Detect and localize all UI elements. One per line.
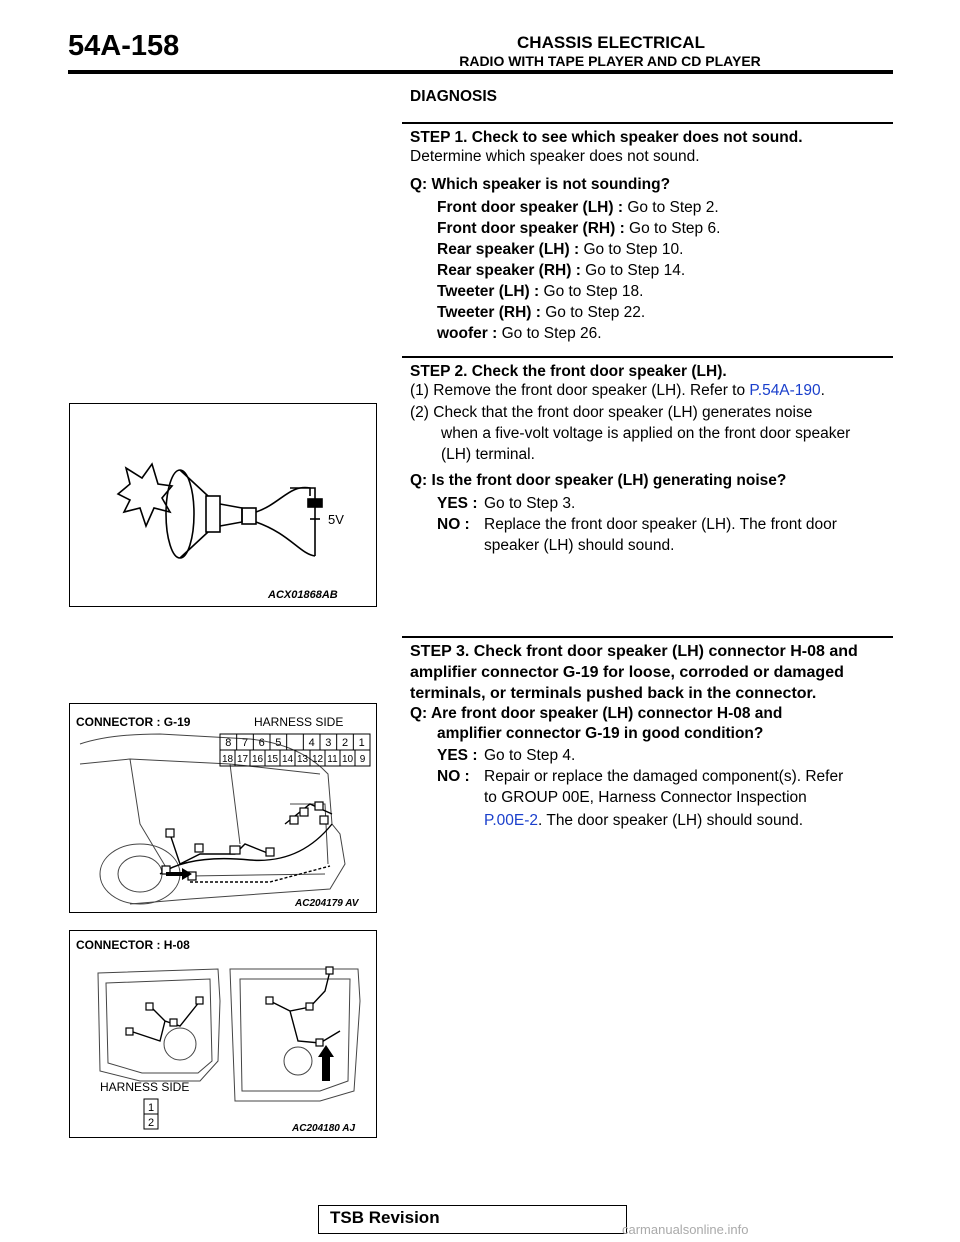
step2-no-label: NO : <box>437 516 470 533</box>
pin-label: 2 <box>147 1117 155 1129</box>
pin-label: 18 <box>221 754 234 765</box>
pin-label: 10 <box>341 754 354 765</box>
pin-label: 13 <box>296 754 309 765</box>
pin-label: 11 <box>327 754 338 765</box>
step2-yes-text: Go to Step 3. <box>484 495 576 512</box>
footer-label: TSB Revision <box>330 1208 440 1227</box>
step3-question: Q: Are front door speaker (LH) connector H-08 and <box>410 705 783 722</box>
step3-title: STEP 3. Check front door speaker (LH) connector H-08 and <box>410 643 858 660</box>
step3-yes-label: YES : <box>437 747 478 764</box>
step2-instruction-1: (1) Remove the front door speaker (LH). Refer to P.54A-190. <box>410 382 825 399</box>
step2-instruction-2: (2) Check that the front door speaker (LH) generates noise <box>410 404 813 421</box>
figure-code: AC204180 AJ <box>292 1123 356 1134</box>
connector-label: CONNECTOR : G-19 <box>76 715 191 729</box>
figure-code: AC204179 AV <box>295 898 359 909</box>
pin-label: 4 <box>308 737 315 749</box>
diagnosis-heading: DIAGNOSIS <box>410 88 497 105</box>
step1-answer: woofer : Go to Step 26. <box>437 325 602 342</box>
section-title: RADIO WITH TAPE PLAYER AND CD PLAYER <box>459 53 761 69</box>
step2-no-text: speaker (LH) should sound. <box>484 537 675 554</box>
step2-instruction-2c: (LH) terminal. <box>441 446 535 463</box>
step1-rule <box>402 122 893 124</box>
step3-title: terminals, or terminals pushed back in the connector. <box>410 685 817 702</box>
step3-no-text: Repair or replace the damaged component(s). Refer <box>484 768 844 785</box>
pin-label: 7 <box>241 737 249 749</box>
watermark: carmanualsonline.info <box>622 1222 749 1237</box>
pin-label: 15 <box>266 754 279 765</box>
voltage-label: 5V <box>328 512 344 527</box>
step2-no-text: Replace the front door speaker (LH). The front door <box>484 516 837 533</box>
pin-label: 2 <box>341 737 349 749</box>
pin-label: 3 <box>325 737 332 749</box>
step3-title: amplifier connector G-19 for loose, corroded or damaged <box>410 664 844 681</box>
step2-title: STEP 2. Check the front door speaker (LH). <box>410 363 727 380</box>
step1-answer: Front door speaker (LH) : Go to Step 2. <box>437 199 719 216</box>
step1-body: Determine which speaker does not sound. <box>410 148 700 165</box>
pin-label: 1 <box>147 1102 155 1114</box>
step3-question: amplifier connector G-19 in good condition? <box>437 725 764 742</box>
door-panel-diagram <box>70 931 376 1137</box>
step3-yes-text: Go to Step 4. <box>484 747 576 764</box>
arrow-icon <box>318 1045 334 1081</box>
ref-link-54a-190[interactable]: P.54A-190 <box>749 382 821 399</box>
figure-speaker-test <box>69 403 377 607</box>
step1-question: Q: Which speaker is not sounding? <box>410 176 671 193</box>
ref-link-00e-2[interactable]: P.00E-2 <box>484 812 539 829</box>
step3-no-text: to GROUP 00E, Harness Connector Inspection <box>484 789 807 806</box>
pin-label: 6 <box>258 737 265 749</box>
pin-label: 12 <box>311 754 324 765</box>
step2-rule <box>402 356 893 358</box>
pin-label: 14 <box>281 754 294 765</box>
header-rule <box>68 70 893 74</box>
figure-connector-h08 <box>69 930 377 1138</box>
harness-side-label: HARNESS SIDE <box>100 1080 190 1094</box>
harness-side-label: HARNESS SIDE <box>254 715 344 729</box>
figure-code: ACX01868AB <box>268 589 338 601</box>
step1-answer: Rear speaker (LH) : Go to Step 10. <box>437 241 684 258</box>
pin-label: 17 <box>236 754 249 765</box>
page-number: 54A-158 <box>68 30 180 62</box>
pin-label: 8 <box>225 737 232 749</box>
pin-label: 16 <box>251 754 264 765</box>
pin-label: 9 <box>359 754 366 765</box>
figure-connector-g19 <box>69 703 377 913</box>
step2-question: Q: Is the front door speaker (LH) generating noise? <box>410 472 787 489</box>
step1-answer: Tweeter (RH) : Go to Step 22. <box>437 304 646 321</box>
connector-label: CONNECTOR : H-08 <box>76 938 190 952</box>
pin-label: 1 <box>358 737 365 749</box>
step1-answer: Tweeter (LH) : Go to Step 18. <box>437 283 644 300</box>
step1-answer: Front door speaker (RH) : Go to Step 6. <box>437 220 721 237</box>
pin-label: 5 <box>275 737 282 749</box>
vehicle-rear-diagram <box>70 704 376 912</box>
step1-answer: Rear speaker (RH) : Go to Step 14. <box>437 262 686 279</box>
step3-no-text: P.00E-2. The door speaker (LH) should sound. <box>484 812 804 829</box>
step2-instruction-2b: when a five-volt voltage is applied on the front door speaker <box>441 425 851 442</box>
step3-rule <box>402 636 893 638</box>
step1-title: STEP 1. Check to see which speaker does not sound. <box>410 129 803 146</box>
speaker-test-diagram <box>70 404 376 606</box>
chapter-title: CHASSIS ELECTRICAL <box>517 33 705 52</box>
step2-yes-label: YES : <box>437 495 478 512</box>
step3-no-label: NO : <box>437 768 470 785</box>
